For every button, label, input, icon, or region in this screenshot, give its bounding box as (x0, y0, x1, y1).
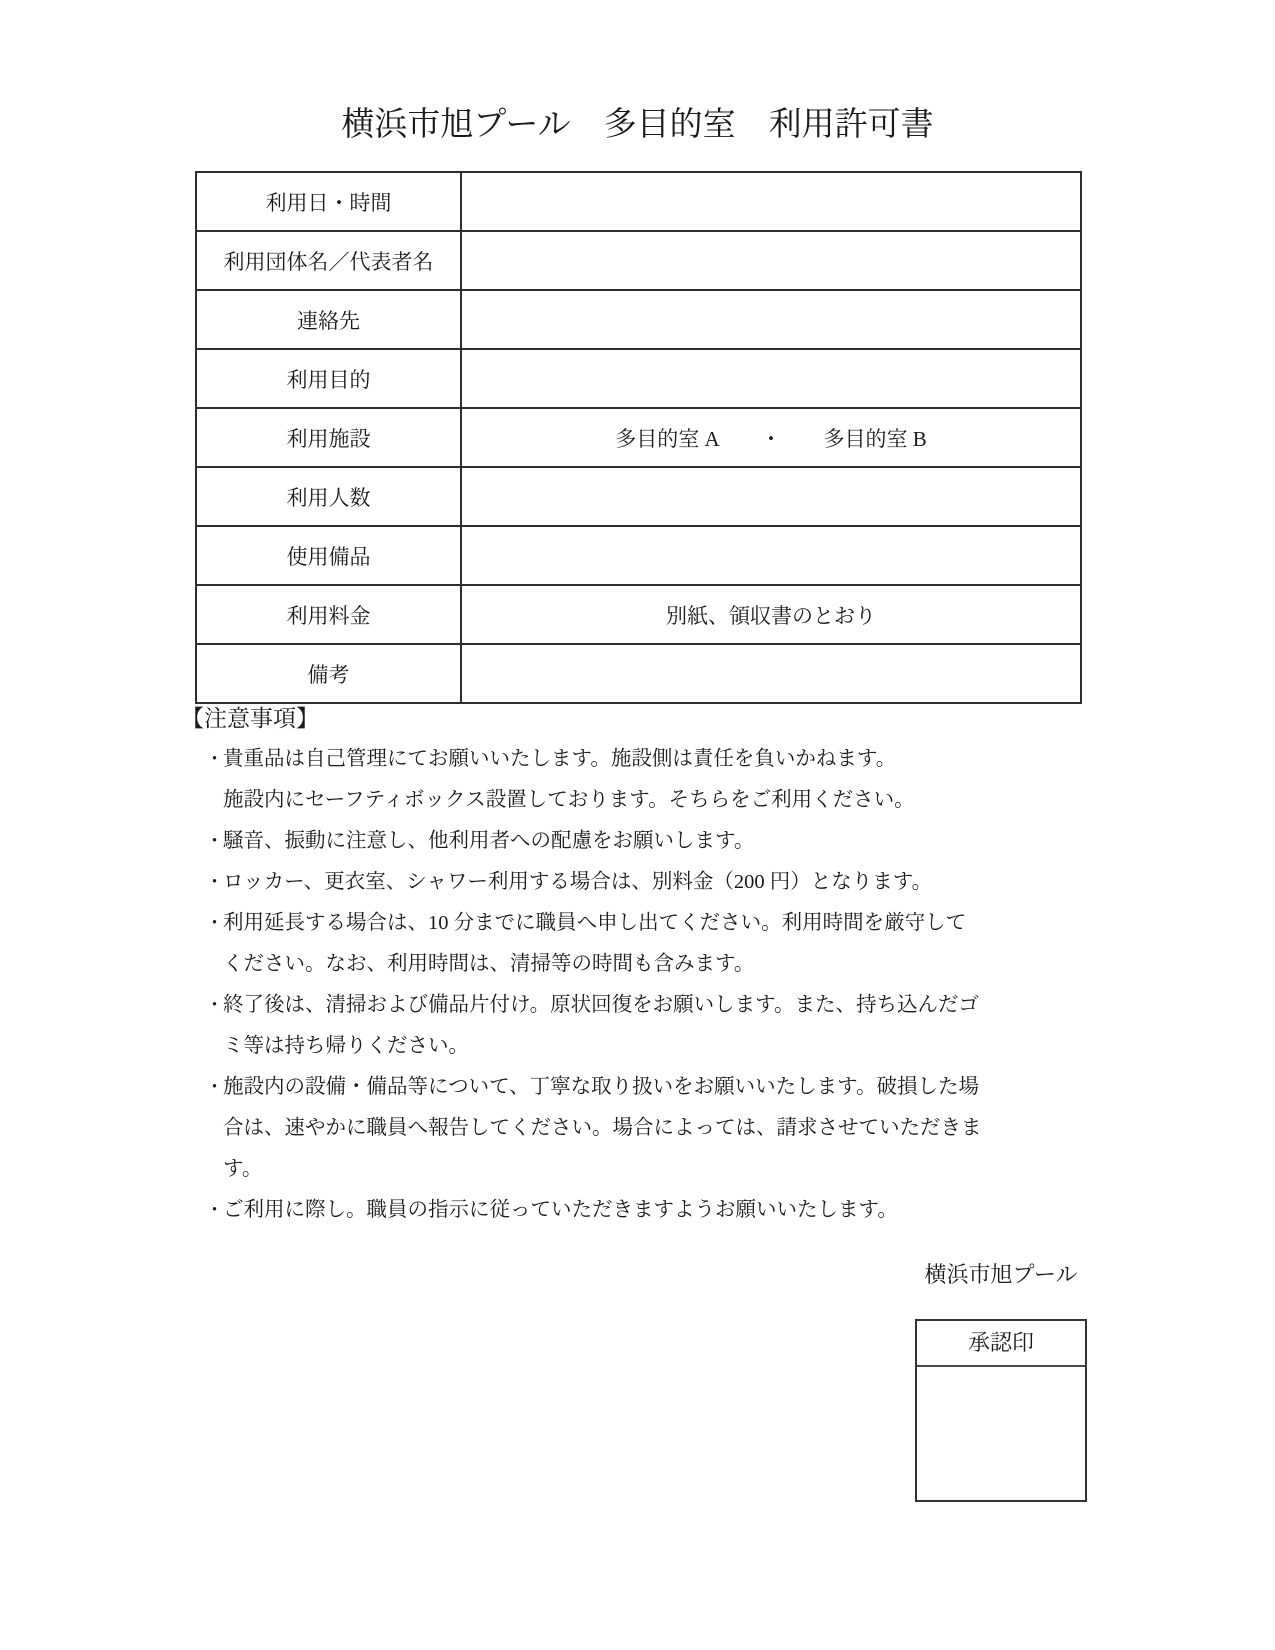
note-line: 騒音、振動に注意し、他利用者への配慮をお願いします。 (223, 830, 755, 852)
table-row (196, 526, 1081, 585)
permit-table (195, 171, 1082, 704)
note-line: す。 (223, 1158, 263, 1180)
table-row (196, 467, 1081, 526)
row-value-cell (461, 172, 1081, 231)
note-item (196, 821, 1076, 862)
note-bullet-icon: ・ (205, 1200, 225, 1221)
table-row (196, 408, 1081, 467)
row-value-cell (461, 526, 1081, 585)
table-row (196, 172, 1081, 231)
note-bullet-icon: ・ (205, 913, 225, 934)
row-label-cell: 利用施設 (196, 408, 461, 467)
note-bullet-icon: ・ (205, 872, 225, 893)
stamp-box-empty-area (917, 1367, 1085, 1502)
stamp-box-label: 承認印 (917, 1321, 1085, 1367)
notes-heading: 【注意事項】 (181, 706, 319, 731)
table-row (196, 349, 1081, 408)
row-value-cell (461, 644, 1081, 703)
table-row (196, 231, 1081, 290)
notes-list (196, 739, 1076, 1231)
row-label-cell: 利用人数 (196, 467, 461, 526)
table-row (196, 585, 1081, 644)
row-label-cell: 利用団体名／代表者名 (196, 231, 461, 290)
row-value-cell (461, 349, 1081, 408)
note-bullet-icon: ・ (205, 749, 225, 770)
note-bullet-icon: ・ (205, 1077, 225, 1098)
table-row (196, 290, 1081, 349)
permit-table-body (196, 172, 1081, 703)
row-value-cell: 多目的室 A ・ 多目的室 B (461, 408, 1081, 467)
note-line: 貴重品は自己管理にてお願いいたします。施設側は責任を負いかねます。 (223, 748, 897, 770)
note-line: 合は、速やかに職員へ報告してください。場合によっては、請求させていただきま (223, 1117, 982, 1139)
note-item (196, 903, 1076, 985)
note-line: ください。なお、利用時間は、清掃等の時間も含みます。 (223, 953, 755, 975)
note-line: 利用延長する場合は、10 分までに職員へ申し出てください。利用時間を厳守して (223, 912, 967, 934)
note-line: 施設内にセーフティボックス設置しております。そちらをご利用ください。 (223, 789, 915, 811)
note-item (196, 862, 1076, 903)
note-item (196, 1067, 1076, 1190)
row-label-cell: 利用料金 (196, 585, 461, 644)
note-item (196, 985, 1076, 1067)
note-item (196, 1190, 1076, 1231)
note-line: ロッカー、更衣室、シャワー利用する場合は、別料金（200 円）となります。 (223, 871, 933, 893)
approval-stamp-box (915, 1319, 1087, 1502)
row-label-cell: 連絡先 (196, 290, 461, 349)
row-value-cell (461, 231, 1081, 290)
note-line: 終了後は、清掃および備品片付け。原状回復をお願いします。また、持ち込んだゴ (223, 994, 980, 1016)
row-value-cell (461, 290, 1081, 349)
row-value-cell (461, 467, 1081, 526)
note-item (196, 739, 1076, 821)
note-line: ご利用に際し。職員の指示に従っていただきますようお願いいたします。 (223, 1199, 898, 1221)
footer-organization: 横浜市旭プール (924, 1262, 1078, 1287)
row-label-cell: 使用備品 (196, 526, 461, 585)
row-value-cell: 別紙、領収書のとおり (461, 585, 1081, 644)
document-title: 横浜市旭プール 多目的室 利用許可書 (341, 107, 934, 143)
note-line: ミ等は持ち帰りください。 (223, 1035, 469, 1057)
note-bullet-icon: ・ (205, 995, 225, 1016)
table-row (196, 644, 1081, 703)
row-label-cell: 備考 (196, 644, 461, 703)
row-label-cell: 利用目的 (196, 349, 461, 408)
row-label-cell: 利用日・時間 (196, 172, 461, 231)
note-bullet-icon: ・ (205, 831, 225, 852)
note-line: 施設内の設備・備品等について、丁寧な取り扱いをお願いいたします。破損した場 (223, 1076, 980, 1098)
